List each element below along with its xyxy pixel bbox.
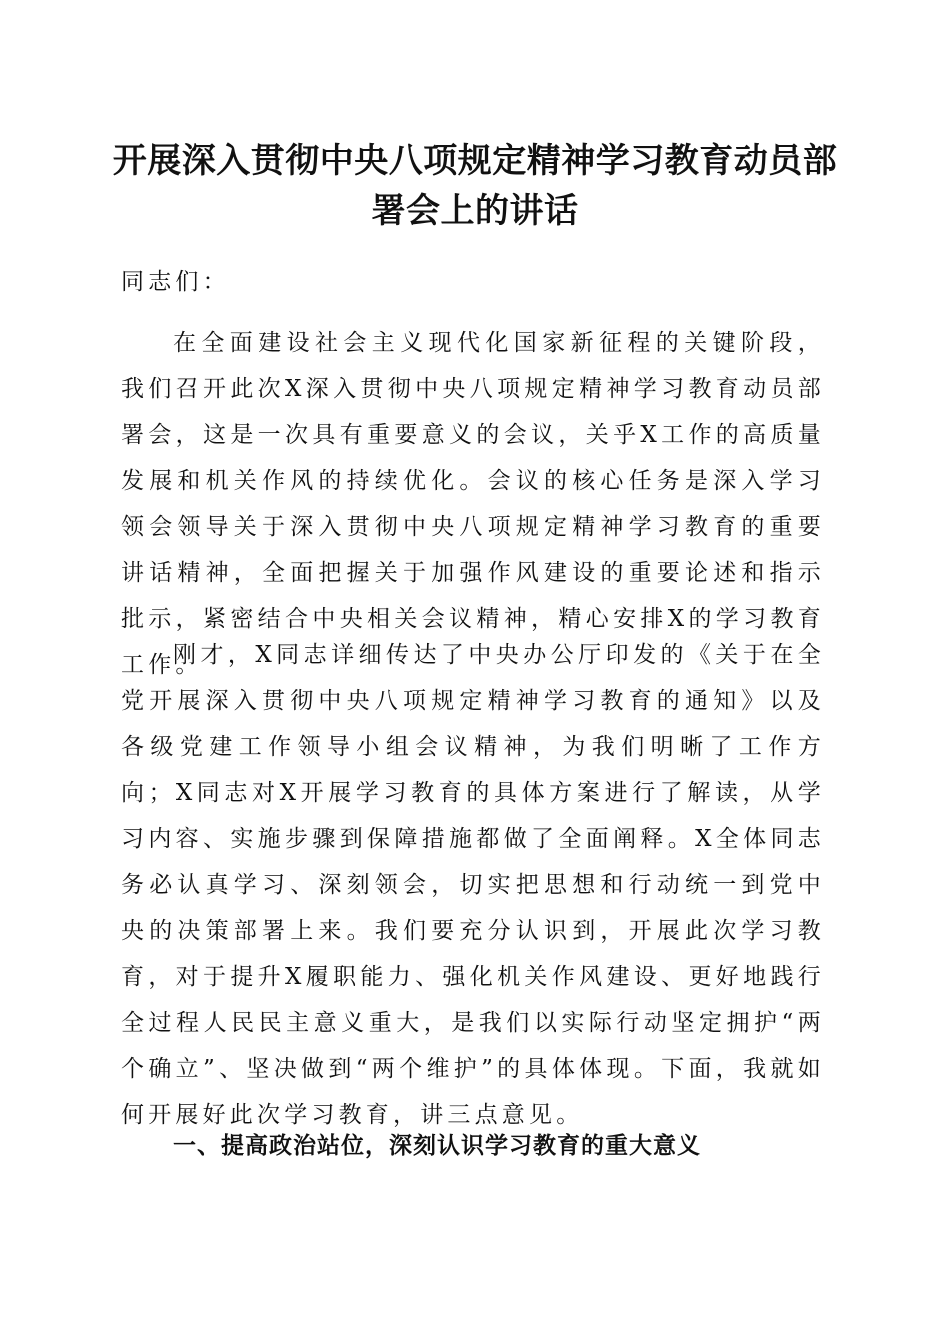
salutation: 同志们： bbox=[121, 269, 230, 295]
section-heading: 一、提高政治站位，深刻认识学习教育的重大意义 bbox=[173, 1133, 701, 1159]
document-title: 开展深入贯彻中央八项规定精神学习教育动员部署会上的讲话 bbox=[112, 141, 838, 231]
paragraph-1: 在全面建设社会主义现代化国家新征程的关键阶段，我们召开此次X深入贯彻中央八项规定精神学习教育动员部署会，这是一次具有重要意义的会议，关乎X工作的高质量发展和机关作风的持续优化。会议的核心任务是深入学习领会领导关于深入贯彻中央八项规定精神学习教育的重要讲话精神，全面把握关于加强作风建设的重要论述和指示批示，紧密结合中央相关会议精神，精心安排X的学习教育工作。 bbox=[121, 330, 825, 678]
paragraph-2: 刚才，X同志详细传达了中央办公厅印发的《关于在全党开展深入贯彻中央八项规定精神学习教育的通知》以及各级党建工作领导小组会议精神，为我们明晰了工作方向；X同志对X开展学习教育的具体方案进行了解读，从学习内容、实施步骤到保障措施都做了全面阐释。X全体同志务必认真学习、深刻领会，切实把思想和行动统一到党中央的决策部署上来。我们要充分认识到，开展此次学习教育，对于提升X履职能力、强化机关作风建设、更好地践行全过程人民民主意义重大，是我们以实际行动坚定拥护“两个确立”、坚决做到“两个维护”的具体体现。下面，我就如何开展好此次学习教育，讲三点意见。 bbox=[121, 642, 825, 1128]
